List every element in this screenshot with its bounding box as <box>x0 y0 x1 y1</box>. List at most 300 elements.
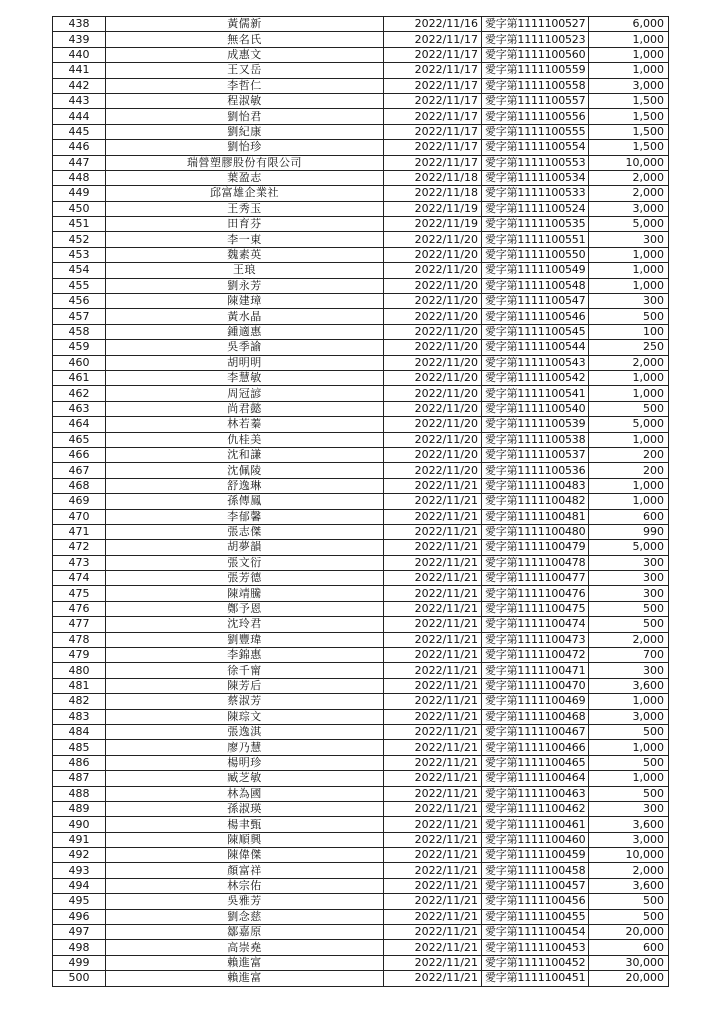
table-row <box>53 601 669 616</box>
donation-amount: 1,000 <box>589 386 669 401</box>
donation-amount: 3,600 <box>589 678 669 693</box>
table-row <box>53 201 669 216</box>
row-number: 455 <box>53 278 106 293</box>
donation-amount: 20,000 <box>589 971 669 986</box>
donation-date: 2022/11/20 <box>384 324 482 339</box>
donor-name: 葉盈志 <box>106 170 384 185</box>
donation-date: 2022/11/21 <box>384 478 482 493</box>
receipt-number: 愛字第1111100474 <box>482 617 589 632</box>
donation-date: 2022/11/21 <box>384 786 482 801</box>
donation-amount: 300 <box>589 555 669 570</box>
table-row <box>53 925 669 940</box>
donation-date: 2022/11/21 <box>384 740 482 755</box>
receipt-number: 愛字第1111100471 <box>482 663 589 678</box>
receipt-number: 愛字第1111100551 <box>482 232 589 247</box>
donor-name: 孫淑瑛 <box>106 801 384 816</box>
donor-name: 蔡淑芳 <box>106 694 384 709</box>
donor-name: 張逸淇 <box>106 724 384 739</box>
donor-name: 邱富雄企業社 <box>106 186 384 201</box>
donor-name: 吳雅芳 <box>106 894 384 909</box>
table-row <box>53 663 669 678</box>
table-row <box>53 386 669 401</box>
donation-date: 2022/11/18 <box>384 170 482 185</box>
donation-amount: 2,000 <box>589 170 669 185</box>
receipt-number: 愛字第1111100541 <box>482 386 589 401</box>
receipt-number: 愛字第1111100460 <box>482 832 589 847</box>
receipt-number: 愛字第1111100550 <box>482 247 589 262</box>
donation-amount: 2,000 <box>589 632 669 647</box>
donor-name: 田育芬 <box>106 217 384 232</box>
receipt-number: 愛字第1111100472 <box>482 648 589 663</box>
donation-date: 2022/11/20 <box>384 386 482 401</box>
row-number: 442 <box>53 78 106 93</box>
donor-name: 劉紀康 <box>106 124 384 139</box>
table-row <box>53 294 669 309</box>
donation-amount: 1,000 <box>589 278 669 293</box>
donation-date: 2022/11/20 <box>384 294 482 309</box>
donation-date: 2022/11/19 <box>384 201 482 216</box>
donor-name: 吳季諭 <box>106 340 384 355</box>
row-number: 462 <box>53 386 106 401</box>
table-row <box>53 524 669 539</box>
donation-amount: 1,000 <box>589 370 669 385</box>
donation-amount: 1,000 <box>589 740 669 755</box>
donation-table-body <box>53 17 669 987</box>
donor-name: 李錦惠 <box>106 648 384 663</box>
table-row <box>53 678 669 693</box>
table-row <box>53 309 669 324</box>
row-number: 477 <box>53 617 106 632</box>
donation-date: 2022/11/17 <box>384 47 482 62</box>
table-row <box>53 63 669 78</box>
donor-name: 瑞營塑膠股份有限公司 <box>106 155 384 170</box>
donor-name: 沈玲君 <box>106 617 384 632</box>
donation-amount: 1,000 <box>589 694 669 709</box>
donor-name: 林為國 <box>106 786 384 801</box>
donation-amount: 500 <box>589 309 669 324</box>
donation-amount: 990 <box>589 524 669 539</box>
donor-name: 王秀玉 <box>106 201 384 216</box>
row-number: 459 <box>53 340 106 355</box>
donor-name: 鍾適惠 <box>106 324 384 339</box>
receipt-number: 愛字第1111100464 <box>482 771 589 786</box>
table-row <box>53 140 669 155</box>
donation-amount: 300 <box>589 663 669 678</box>
donation-amount: 1,000 <box>589 478 669 493</box>
row-number: 500 <box>53 971 106 986</box>
donor-name: 林宗佑 <box>106 878 384 893</box>
table-row <box>53 540 669 555</box>
receipt-number: 愛字第1111100560 <box>482 47 589 62</box>
row-number: 454 <box>53 263 106 278</box>
table-row <box>53 247 669 262</box>
donation-date: 2022/11/21 <box>384 586 482 601</box>
table-row <box>53 17 669 32</box>
receipt-number: 愛字第1111100454 <box>482 925 589 940</box>
donor-name: 孫傳鳳 <box>106 494 384 509</box>
donor-name: 林若蓁 <box>106 417 384 432</box>
donor-name: 陳建璋 <box>106 294 384 309</box>
row-number: 470 <box>53 509 106 524</box>
table-row <box>53 940 669 955</box>
donation-date: 2022/11/21 <box>384 925 482 940</box>
row-number: 461 <box>53 370 106 385</box>
table-row <box>53 170 669 185</box>
donation-amount: 1,500 <box>589 140 669 155</box>
table-row <box>53 632 669 647</box>
table-row <box>53 109 669 124</box>
donation-amount: 10,000 <box>589 848 669 863</box>
receipt-number: 愛字第1111100481 <box>482 509 589 524</box>
row-number: 450 <box>53 201 106 216</box>
receipt-number: 愛字第1111100452 <box>482 955 589 970</box>
donation-date: 2022/11/21 <box>384 648 482 663</box>
row-number: 490 <box>53 817 106 832</box>
donation-amount: 600 <box>589 509 669 524</box>
donation-date: 2022/11/21 <box>384 555 482 570</box>
row-number: 457 <box>53 309 106 324</box>
donation-date: 2022/11/20 <box>384 447 482 462</box>
donor-name: 劉念慈 <box>106 909 384 924</box>
donor-name: 成惠文 <box>106 47 384 62</box>
row-number: 479 <box>53 648 106 663</box>
receipt-number: 愛字第1111100457 <box>482 878 589 893</box>
donation-amount: 2,000 <box>589 186 669 201</box>
donor-name: 張志傑 <box>106 524 384 539</box>
donation-amount: 1,000 <box>589 32 669 47</box>
donor-name: 陳琮文 <box>106 709 384 724</box>
table-row <box>53 278 669 293</box>
donor-name: 周冠諺 <box>106 386 384 401</box>
receipt-number: 愛字第1111100548 <box>482 278 589 293</box>
donation-date: 2022/11/21 <box>384 524 482 539</box>
row-number: 469 <box>53 494 106 509</box>
row-number: 464 <box>53 417 106 432</box>
table-row <box>53 755 669 770</box>
receipt-number: 愛字第1111100462 <box>482 801 589 816</box>
row-number: 444 <box>53 109 106 124</box>
donation-date: 2022/11/20 <box>384 278 482 293</box>
donation-date: 2022/11/18 <box>384 186 482 201</box>
donation-amount: 1,000 <box>589 263 669 278</box>
table-row <box>53 694 669 709</box>
row-number: 440 <box>53 47 106 62</box>
donor-name: 楊聿甄 <box>106 817 384 832</box>
receipt-number: 愛字第1111100523 <box>482 32 589 47</box>
donation-date: 2022/11/21 <box>384 540 482 555</box>
donation-amount: 500 <box>589 894 669 909</box>
table-row <box>53 93 669 108</box>
donation-date: 2022/11/21 <box>384 694 482 709</box>
receipt-number: 愛字第1111100476 <box>482 586 589 601</box>
row-number: 449 <box>53 186 106 201</box>
donor-name: 劉怡君 <box>106 109 384 124</box>
donation-date: 2022/11/20 <box>384 401 482 416</box>
receipt-number: 愛字第1111100456 <box>482 894 589 909</box>
table-row <box>53 324 669 339</box>
donation-amount: 10,000 <box>589 155 669 170</box>
receipt-number: 愛字第1111100455 <box>482 909 589 924</box>
table-row <box>53 863 669 878</box>
donation-date: 2022/11/17 <box>384 124 482 139</box>
receipt-number: 愛字第1111100534 <box>482 170 589 185</box>
donation-date: 2022/11/17 <box>384 109 482 124</box>
donation-date: 2022/11/21 <box>384 709 482 724</box>
table-row <box>53 509 669 524</box>
donation-date: 2022/11/21 <box>384 817 482 832</box>
receipt-number: 愛字第1111100545 <box>482 324 589 339</box>
donation-date: 2022/11/20 <box>384 370 482 385</box>
row-number: 489 <box>53 801 106 816</box>
donor-name: 仇桂美 <box>106 432 384 447</box>
donation-amount: 300 <box>589 294 669 309</box>
row-number: 473 <box>53 555 106 570</box>
donation-date: 2022/11/21 <box>384 909 482 924</box>
donor-name: 沈佩陵 <box>106 463 384 478</box>
donation-amount: 6,000 <box>589 17 669 32</box>
row-number: 483 <box>53 709 106 724</box>
donation-date: 2022/11/21 <box>384 832 482 847</box>
row-number: 476 <box>53 601 106 616</box>
donor-name: 臧芝敏 <box>106 771 384 786</box>
table-row <box>53 32 669 47</box>
row-number: 467 <box>53 463 106 478</box>
donor-name: 王琅 <box>106 263 384 278</box>
donation-date: 2022/11/20 <box>384 417 482 432</box>
receipt-number: 愛字第1111100557 <box>482 93 589 108</box>
receipt-number: 愛字第1111100533 <box>482 186 589 201</box>
donation-date: 2022/11/20 <box>384 340 482 355</box>
donation-table <box>52 16 669 987</box>
donation-date: 2022/11/21 <box>384 678 482 693</box>
donation-date: 2022/11/21 <box>384 601 482 616</box>
row-number: 475 <box>53 586 106 601</box>
donation-amount: 3,000 <box>589 709 669 724</box>
donor-name: 舒逸琳 <box>106 478 384 493</box>
table-row <box>53 894 669 909</box>
donation-amount: 3,600 <box>589 817 669 832</box>
row-number: 486 <box>53 755 106 770</box>
donation-amount: 500 <box>589 401 669 416</box>
row-number: 451 <box>53 217 106 232</box>
donor-name: 魏素英 <box>106 247 384 262</box>
row-number: 452 <box>53 232 106 247</box>
row-number: 465 <box>53 432 106 447</box>
row-number: 474 <box>53 571 106 586</box>
receipt-number: 愛字第1111100543 <box>482 355 589 370</box>
row-number: 495 <box>53 894 106 909</box>
donation-amount: 300 <box>589 232 669 247</box>
table-row <box>53 447 669 462</box>
table-row <box>53 586 669 601</box>
row-number: 478 <box>53 632 106 647</box>
receipt-number: 愛字第1111100536 <box>482 463 589 478</box>
donor-name: 李慧敏 <box>106 370 384 385</box>
donation-amount: 500 <box>589 601 669 616</box>
donor-name: 張芳德 <box>106 571 384 586</box>
table-row <box>53 478 669 493</box>
row-number: 460 <box>53 355 106 370</box>
donation-amount: 700 <box>589 648 669 663</box>
donation-amount: 500 <box>589 724 669 739</box>
donor-name: 張文衍 <box>106 555 384 570</box>
donation-date: 2022/11/17 <box>384 140 482 155</box>
donor-name: 王又岳 <box>106 63 384 78</box>
donation-date: 2022/11/17 <box>384 155 482 170</box>
row-number: 472 <box>53 540 106 555</box>
table-row <box>53 555 669 570</box>
receipt-number: 愛字第1111100544 <box>482 340 589 355</box>
table-row <box>53 155 669 170</box>
donor-name: 陳順興 <box>106 832 384 847</box>
donor-name: 李哲仁 <box>106 78 384 93</box>
table-row <box>53 263 669 278</box>
table-row <box>53 801 669 816</box>
donation-date: 2022/11/21 <box>384 940 482 955</box>
donor-name: 黃儒新 <box>106 17 384 32</box>
donation-date: 2022/11/21 <box>384 955 482 970</box>
table-row <box>53 909 669 924</box>
donation-amount: 1,500 <box>589 124 669 139</box>
receipt-number: 愛字第1111100451 <box>482 971 589 986</box>
receipt-number: 愛字第1111100458 <box>482 863 589 878</box>
donation-date: 2022/11/21 <box>384 863 482 878</box>
table-row <box>53 571 669 586</box>
donor-name: 鄭予恩 <box>106 601 384 616</box>
receipt-number: 愛字第1111100549 <box>482 263 589 278</box>
table-row <box>53 217 669 232</box>
donation-amount: 1,000 <box>589 494 669 509</box>
donor-name: 胡明明 <box>106 355 384 370</box>
donation-date: 2022/11/20 <box>384 247 482 262</box>
row-number: 492 <box>53 848 106 863</box>
donation-date: 2022/11/21 <box>384 663 482 678</box>
table-row <box>53 78 669 93</box>
receipt-number: 愛字第1111100553 <box>482 155 589 170</box>
row-number: 493 <box>53 863 106 878</box>
donation-date: 2022/11/21 <box>384 894 482 909</box>
receipt-number: 愛字第1111100483 <box>482 478 589 493</box>
row-number: 481 <box>53 678 106 693</box>
row-number: 441 <box>53 63 106 78</box>
receipt-number: 愛字第1111100524 <box>482 201 589 216</box>
donor-name: 賴進富 <box>106 955 384 970</box>
donation-amount: 200 <box>589 447 669 462</box>
donation-date: 2022/11/17 <box>384 32 482 47</box>
receipt-number: 愛字第1111100468 <box>482 709 589 724</box>
donation-date: 2022/11/21 <box>384 509 482 524</box>
row-number: 497 <box>53 925 106 940</box>
row-number: 487 <box>53 771 106 786</box>
receipt-number: 愛字第1111100539 <box>482 417 589 432</box>
donor-name: 陳靖騰 <box>106 586 384 601</box>
row-number: 471 <box>53 524 106 539</box>
donation-date: 2022/11/21 <box>384 878 482 893</box>
receipt-number: 愛字第1111100527 <box>482 17 589 32</box>
donor-name: 程淑敏 <box>106 93 384 108</box>
donation-amount: 500 <box>589 755 669 770</box>
donation-date: 2022/11/21 <box>384 971 482 986</box>
row-number: 438 <box>53 17 106 32</box>
donor-name: 廖乃慧 <box>106 740 384 755</box>
donation-date: 2022/11/21 <box>384 617 482 632</box>
receipt-number: 愛字第1111100480 <box>482 524 589 539</box>
row-number: 443 <box>53 93 106 108</box>
donation-amount: 30,000 <box>589 955 669 970</box>
row-number: 488 <box>53 786 106 801</box>
receipt-number: 愛字第1111100465 <box>482 755 589 770</box>
receipt-number: 愛字第1111100537 <box>482 447 589 462</box>
receipt-number: 愛字第1111100559 <box>482 63 589 78</box>
donor-name: 楊明珍 <box>106 755 384 770</box>
donation-amount: 3,000 <box>589 201 669 216</box>
donation-date: 2022/11/21 <box>384 771 482 786</box>
table-row <box>53 955 669 970</box>
receipt-number: 愛字第1111100547 <box>482 294 589 309</box>
table-row <box>53 740 669 755</box>
donation-date: 2022/11/17 <box>384 63 482 78</box>
donation-amount: 3,600 <box>589 878 669 893</box>
receipt-number: 愛字第1111100556 <box>482 109 589 124</box>
receipt-number: 愛字第1111100482 <box>482 494 589 509</box>
row-number: 484 <box>53 724 106 739</box>
receipt-number: 愛字第1111100461 <box>482 817 589 832</box>
table-row <box>53 432 669 447</box>
row-number: 447 <box>53 155 106 170</box>
donation-amount: 300 <box>589 586 669 601</box>
table-row <box>53 186 669 201</box>
table-row <box>53 232 669 247</box>
receipt-number: 愛字第1111100475 <box>482 601 589 616</box>
donor-name: 劉怡珍 <box>106 140 384 155</box>
donation-date: 2022/11/21 <box>384 755 482 770</box>
table-row <box>53 494 669 509</box>
row-number: 499 <box>53 955 106 970</box>
receipt-number: 愛字第1111100473 <box>482 632 589 647</box>
donation-amount: 1,500 <box>589 93 669 108</box>
table-row <box>53 124 669 139</box>
receipt-number: 愛字第1111100467 <box>482 724 589 739</box>
receipt-number: 愛字第1111100540 <box>482 401 589 416</box>
donation-amount: 500 <box>589 786 669 801</box>
receipt-number: 愛字第1111100477 <box>482 571 589 586</box>
donation-date: 2022/11/21 <box>384 848 482 863</box>
row-number: 445 <box>53 124 106 139</box>
table-row <box>53 417 669 432</box>
donor-name: 李一東 <box>106 232 384 247</box>
row-number: 485 <box>53 740 106 755</box>
donor-name: 賴進富 <box>106 971 384 986</box>
donation-date: 2022/11/19 <box>384 217 482 232</box>
row-number: 491 <box>53 832 106 847</box>
receipt-number: 愛字第1111100558 <box>482 78 589 93</box>
donation-amount: 100 <box>589 324 669 339</box>
donation-amount: 5,000 <box>589 540 669 555</box>
donation-date: 2022/11/20 <box>384 355 482 370</box>
donation-date: 2022/11/20 <box>384 432 482 447</box>
table-row <box>53 709 669 724</box>
table-row <box>53 355 669 370</box>
donation-amount: 600 <box>589 940 669 955</box>
table-row <box>53 47 669 62</box>
donor-name: 沈和謙 <box>106 447 384 462</box>
donation-amount: 500 <box>589 617 669 632</box>
donation-date: 2022/11/17 <box>384 78 482 93</box>
donation-amount: 300 <box>589 571 669 586</box>
donation-amount: 1,000 <box>589 63 669 78</box>
donor-name: 陳偉傑 <box>106 848 384 863</box>
receipt-number: 愛字第1111100478 <box>482 555 589 570</box>
